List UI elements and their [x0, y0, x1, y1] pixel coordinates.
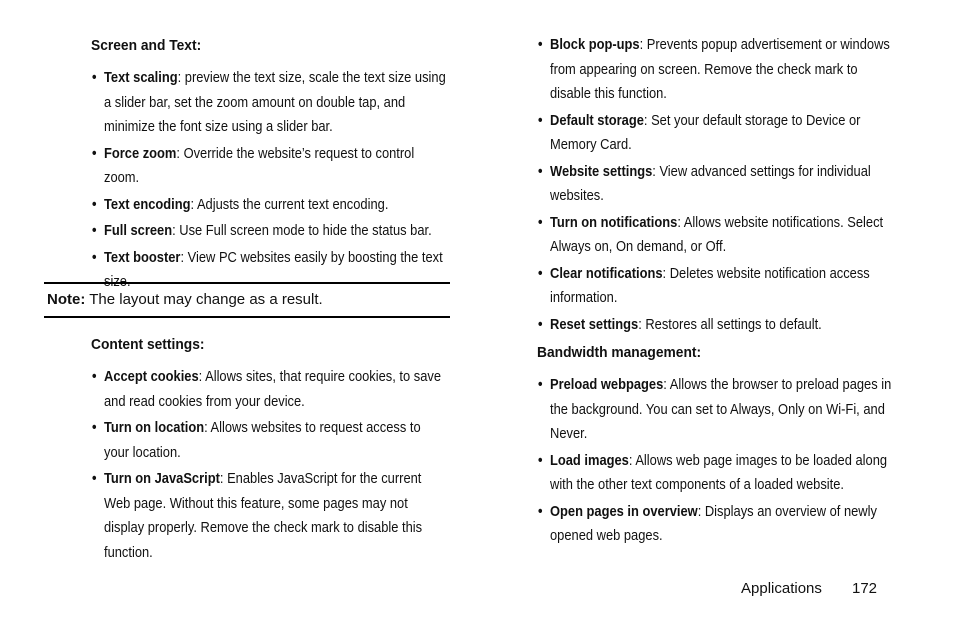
bandwidth-list	[537, 373, 950, 551]
bandwidth-heading: Bandwidth management:	[537, 344, 702, 361]
list-item: • Force zoom: Override the website’s request to control zoom.	[91, 144, 415, 186]
list-item: • Block pop-ups: Prevents popup advertisement or windows from appearing on screen. Remove the check mark to disable this function.	[537, 36, 890, 102]
list-item: • Turn on location: Allows websites to request access to your location.	[91, 419, 421, 461]
list-item: • Default storage: Set your default storage to Device or Memory Card.	[537, 111, 861, 153]
note-text: The layout may change as a result.	[85, 291, 323, 308]
content-settings-heading: Content settings:	[91, 336, 205, 353]
screen-text-heading: Screen and Text:	[91, 37, 202, 54]
list-item: • Open pages in overview: Displays an overview of newly opened web pages.	[537, 502, 877, 544]
list-item: • Full screen: Use Full screen mode to hide the status bar.	[91, 222, 432, 239]
note-box	[44, 282, 450, 318]
list-item: • Text encoding: Adjusts the current text encoding.	[91, 195, 389, 213]
content-settings-list	[91, 365, 504, 567]
note-label: Note:	[47, 291, 86, 308]
list-item: • Load images: Allows web page images to be loaded along with the other text components of a loaded website.	[537, 451, 888, 493]
list-item: • Turn on notifications: Allows website notifications. Select Always on, On demand, or Off.	[537, 213, 884, 255]
list-item: • Website settings: View advanced settings for individual websites.	[537, 162, 871, 204]
screen-text-list	[91, 66, 504, 297]
content-settings-list-continued	[537, 33, 950, 339]
footer-section-label: Applications	[741, 580, 822, 597]
list-item: • Accept cookies: Allows sites, that require cookies, to save and read cookies from your device.	[91, 368, 441, 410]
page-number: 172	[852, 580, 878, 597]
list-item: • Text booster: View PC websites easily by boosting the text size.	[91, 248, 443, 290]
list-item: • Text scaling: preview the text size, scale the text size using a slider bar, set the zoom amount on double tap, and minimize the font size using a slider bar.	[91, 69, 446, 135]
list-item: • Clear notifications: Deletes website notification access information.	[537, 264, 870, 306]
list-item: • Preload webpages: Allows the browser to preload pages in the background. You can set to Always, Only on Wi-Fi, and Never.	[537, 376, 892, 442]
list-item: • Turn on JavaScript: Enables JavaScript for the current Web page. Without this feature, some pages may not display properly. Remove the check mark to disable this function.	[91, 470, 423, 561]
list-item: • Reset settings: Restores all settings to default.	[537, 315, 822, 333]
